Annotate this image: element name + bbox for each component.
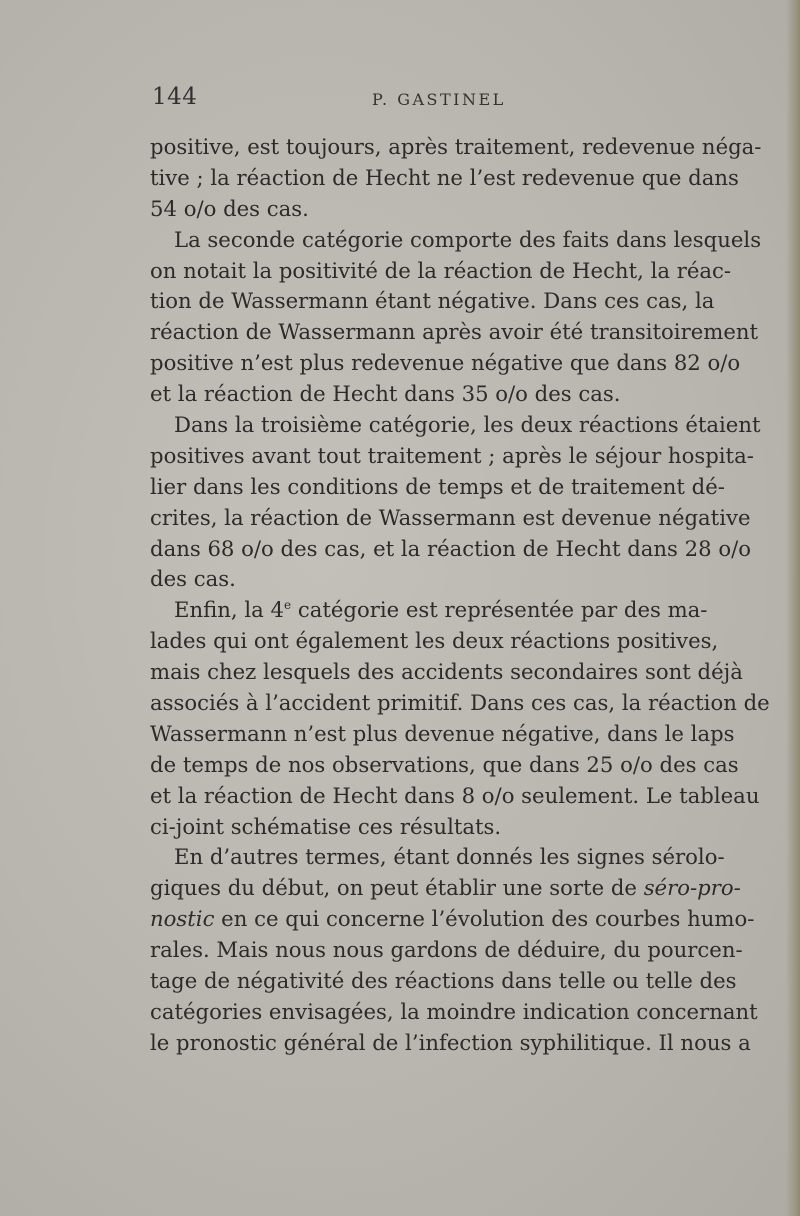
page-header [152, 84, 700, 118]
running-head: P. GASTINEL [372, 90, 506, 109]
text-line: mais chez lesquels des accidents secondaires sont déjà [150, 659, 743, 685]
text-line: ci-joint schématise ces résultats. [150, 813, 502, 839]
text-line [150, 904, 755, 935]
text-segment: giques du début, on peut établir une sorte de [150, 875, 644, 901]
italic-term: nostic [150, 906, 215, 932]
text-line: positive, est toujours, après traitement, redevenue néga- [150, 134, 762, 159]
text-line: positives avant tout traitement ; après le séjour hospita- [150, 442, 754, 468]
text-line: La seconde catégorie comporte des faits dans lesquels [174, 226, 762, 252]
text-line: lier dans les conditions de temps et de traitement dé- [150, 473, 725, 499]
text-line: catégories envisagées, la moindre indication concernant [150, 998, 758, 1024]
text-line: Dans la troisième catégorie, les deux réactions étaient [174, 412, 761, 438]
text-line: 54 o/o des cas. [150, 195, 309, 221]
text-line: tion de Wassermann étant négative. Dans ces cas, la [150, 288, 715, 314]
text-line: de temps de nos observations, que dans 25 o/o des cas [150, 751, 739, 777]
page-edge-shadow [786, 0, 800, 1216]
text-line: dans 68 o/o des cas, et la réaction de Hecht dans 28 o/o [150, 535, 752, 561]
page-number: 144 [152, 84, 198, 110]
text-line: tive ; la réaction de Hecht ne l’est redevenue que dans [150, 164, 739, 190]
text-segment: Enfin, la 4 [174, 597, 284, 623]
text-line: tage de négativité des réactions dans telle ou telle des [150, 968, 737, 994]
text-line: Wassermann n’est plus devenue négative, dans le laps [150, 720, 735, 746]
text-line: associés à l’accident primitif. Dans ces cas, la réaction de [150, 690, 770, 716]
text-line: En d’autres termes, étant donnés les signes sérolo- [174, 844, 725, 870]
text-line: positive n’est plus redevenue négative que dans 82 o/o [150, 350, 741, 376]
text-line: crites, la réaction de Wassermann est devenue négative [150, 504, 751, 530]
text-line: le pronostic général de l’infection syphilitique. Il nous a [150, 1029, 751, 1055]
italic-term: séro-pro- [643, 875, 741, 901]
text-segment: catégorie est représentée par des ma- [291, 597, 708, 623]
body-text [150, 132, 770, 1059]
text-line: et la réaction de Hecht dans 35 o/o des cas. [150, 381, 621, 407]
text-line: on notait la positivité de la réaction de Hecht, la réac- [150, 257, 732, 283]
text-line: réaction de Wassermann après avoir été transitoirement [150, 319, 759, 345]
text-line [150, 873, 741, 904]
text-line: des cas. [150, 566, 236, 592]
superscript: e [283, 598, 292, 613]
text-line: lades qui ont également les deux réactions positives, [150, 628, 719, 654]
text-line [150, 595, 708, 626]
text-segment: en ce qui concerne l’évolution des courbes humo- [214, 906, 755, 932]
text-line: et la réaction de Hecht dans 8 o/o seulement. Le tableau [150, 782, 760, 808]
text-line: rales. Mais nous nous gardons de déduire, du pourcen- [150, 937, 743, 963]
